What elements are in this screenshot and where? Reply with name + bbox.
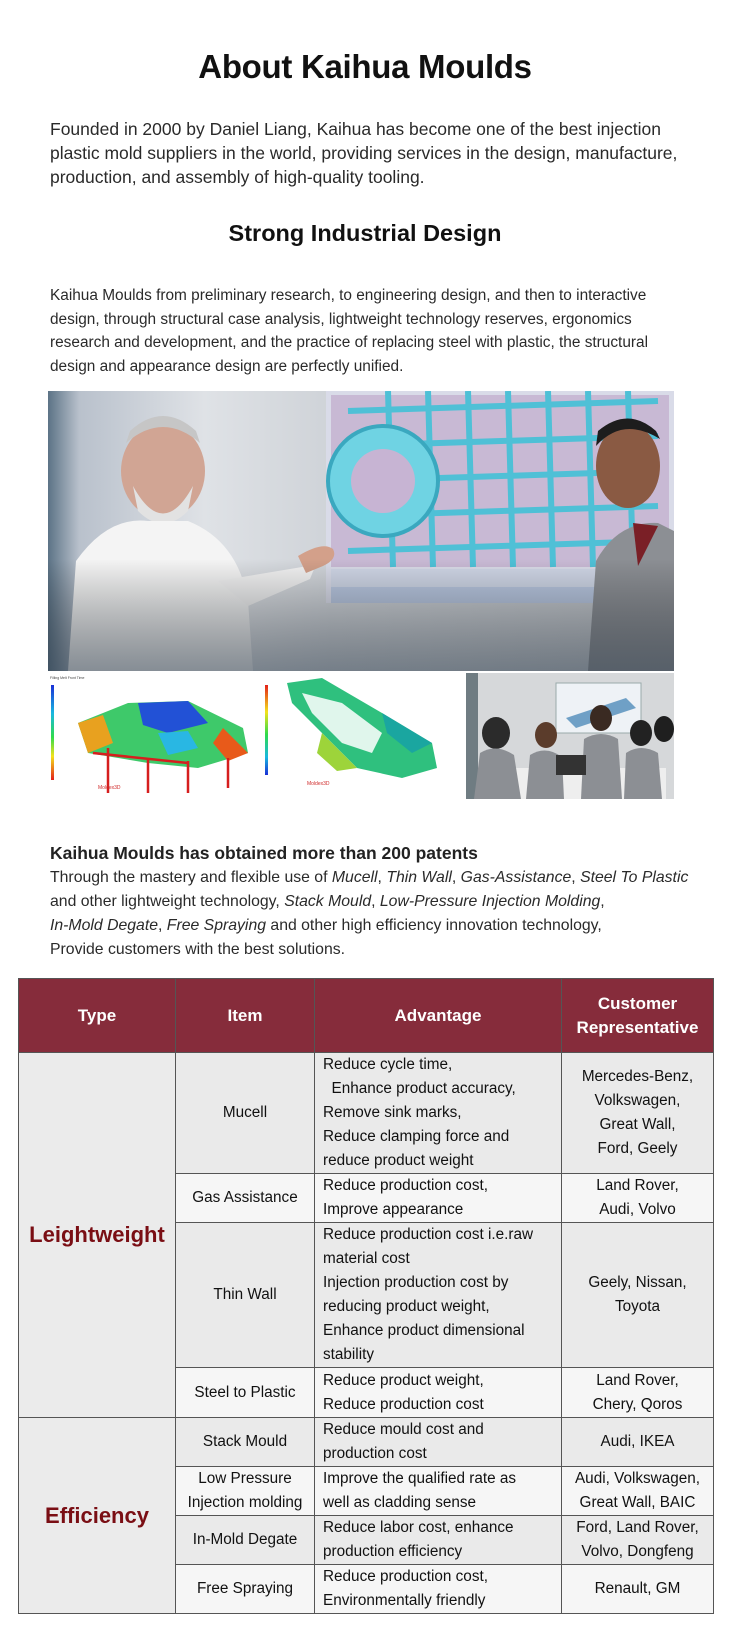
text-segment: and other high efficiency innovation technology, [266,917,602,934]
advantage-line: Reduce production cost i.e.raw [323,1226,534,1243]
item-line: Low Pressure [198,1470,292,1487]
page-title: About Kaihua Moulds [198,48,532,85]
photo-engineers-presenting-cad-screen [48,391,674,671]
svg-text:Moldex3D: Moldex3D [307,781,330,787]
customer-cell [562,1467,714,1516]
customer-line: Land Rover, [596,1371,679,1389]
advantage-cell [315,1174,562,1223]
item-cell: Gas Assistance [176,1174,315,1223]
advantage-cell [315,1565,562,1614]
advantage-line: Improve appearance [323,1201,464,1218]
type-cell-efficiency: Efficiency [19,1418,176,1614]
tech-free-spraying: Free Spraying [166,917,267,934]
tech-low-pressure-injection: Low-Pressure Injection Molding [379,893,601,910]
text-segment: , [377,869,387,886]
advantage-line: Injection production cost by [323,1274,509,1291]
advantage-cell [315,1418,562,1467]
text-segment: and other lightweight technology, [50,893,285,910]
mold-flow-analysis-fill-time [48,673,260,799]
customer-line: Audi, Volvo [599,1201,676,1218]
advantage-line: well as cladding sense [323,1494,477,1511]
header-type: Type [19,979,176,1053]
tech-steel-to-plastic: Steel To Plastic [580,869,689,886]
advantage-line: Reduce labor cost, enhance [323,1519,514,1536]
customer-line: Ford, Geely [597,1140,678,1157]
customer-cell [562,1053,714,1174]
header-item: Item [176,979,315,1053]
technology-table [18,978,714,1614]
text-segment: Through the mastery and flexible use of [50,869,332,886]
customer-line: Geely, Nissan, [588,1274,687,1291]
tech-thin-wall: Thin Wall [386,869,452,886]
svg-text:Moldex3D: Moldex3D [98,785,121,791]
thumb-fill-time-analysis [48,673,260,799]
intro-paragraph: Founded in 2000 by Daniel Liang, Kaihua has become one of the best injection plastic mold suppliers in the world, providing services in the design, manufacture, production, and assembly of high-quality tooling. [50,119,678,187]
advantage-line: Reduce mould cost and [323,1421,484,1438]
advantage-line: production efficiency [323,1543,463,1560]
customer-line: Renault, GM [594,1580,681,1597]
advantage-line: Enhance product accuracy, [323,1080,516,1097]
design-heading: Strong Industrial Design [228,220,502,246]
thumb-team-meeting [466,673,674,799]
patents-paragraph [50,866,700,962]
customer-cell [562,1174,714,1223]
item-cell: Mucell [176,1053,315,1174]
advantage-line: Reduce cycle time, [323,1056,453,1073]
text-segment: , [451,869,461,886]
customer-line: Great Wall, BAIC [579,1494,696,1511]
customer-line: Chery, Qoros [592,1395,683,1413]
header-customer: Customer Representative [562,979,714,1053]
tech-in-mold-degate: In-Mold Degate [50,917,159,934]
tech-gas-assistance: Gas-Assistance [460,869,572,886]
item-cell: Stack Mould [176,1418,315,1467]
advantage-line: material cost [323,1250,410,1267]
customer-line: Audi, Volkswagen, [574,1470,700,1487]
customer-line: Land Rover, [596,1177,679,1194]
advantage-cell [315,1516,562,1565]
advantage-cell [315,1053,562,1174]
table-header-row [19,979,714,1053]
mold-flow-analysis-cooling [262,673,464,799]
table-row [19,1053,714,1174]
advantage-line: Improve the qualified rate as [323,1470,517,1487]
advantage-line: Reduce product weight, [323,1371,484,1389]
photo-team-meeting [466,673,674,799]
design-paragraph: Kaihua Moulds from preliminary research, to engineering design, and then to interactive design, through structural case analysis, lightweight technology reserves, ergonomics research and development, and the practice of replacing steel with plastic, the structural design and appearance design are perfectly unified. [50,287,648,376]
customer-cell [562,1565,714,1614]
advantage-line: Remove sink marks, [323,1104,462,1121]
customer-line: Volkswagen, [594,1092,681,1109]
customer-line: Ford, Land Rover, [576,1519,699,1536]
advantage-cell [315,1467,562,1516]
advantage-line: Reduce production cost, [323,1568,488,1585]
customer-cell [562,1418,714,1467]
advantage-line: Reduce production cost, [323,1177,488,1194]
customer-cell [562,1368,714,1418]
text-segment: Provide customers with the best solutions. [50,941,346,958]
thumbnail-row [48,673,674,799]
advantage-line: Reduce clamping force and [323,1128,510,1145]
advantage-line: Environmentally friendly [323,1592,486,1609]
advantage-line: production cost [323,1445,427,1462]
customer-line: Toyota [614,1298,661,1315]
customer-line: Mercedes-Benz, [581,1068,694,1085]
advantage-line: stability [323,1346,375,1363]
customer-cell [562,1516,714,1565]
type-cell-leightweight: Leightweight [19,1053,176,1418]
customer-line: Great Wall, [599,1116,676,1133]
item-cell: In-Mold Degate [176,1516,315,1565]
advantage-line: reducing product weight, [323,1298,490,1315]
text-segment: , [571,869,581,886]
customer-line: Volvo, Dongfeng [581,1543,694,1560]
item-cell: Steel to Plastic [176,1368,315,1418]
tech-stack-mould: Stack Mould [284,893,372,910]
advantage-cell [315,1223,562,1368]
patents-heading: Kaihua Moulds has obtained more than 200 patents [50,843,478,863]
advantage-cell [315,1368,562,1418]
text-segment: , [371,893,380,910]
svg-text:Filling Melt Front Time: Filling Melt Front Time [50,676,85,680]
item-line: Injection molding [187,1494,303,1511]
tech-mucell: Mucell [331,869,378,886]
text-segment: , [158,917,167,934]
customer-cell [562,1223,714,1368]
text-segment: , [600,893,605,910]
advantage-line: reduce product weight [323,1152,474,1169]
header-advantage: Advantage [315,979,562,1053]
thumb-cooling-analysis [262,673,464,799]
item-cell: Free Spraying [176,1565,315,1614]
advantage-line: Enhance product dimensional [323,1322,525,1339]
customer-line: Audi, IKEA [600,1433,675,1450]
advantage-line: Reduce production cost [323,1395,484,1413]
table-row [19,1418,714,1467]
main-photo [48,391,674,671]
item-cell: Thin Wall [176,1223,315,1368]
item-cell [176,1467,315,1516]
